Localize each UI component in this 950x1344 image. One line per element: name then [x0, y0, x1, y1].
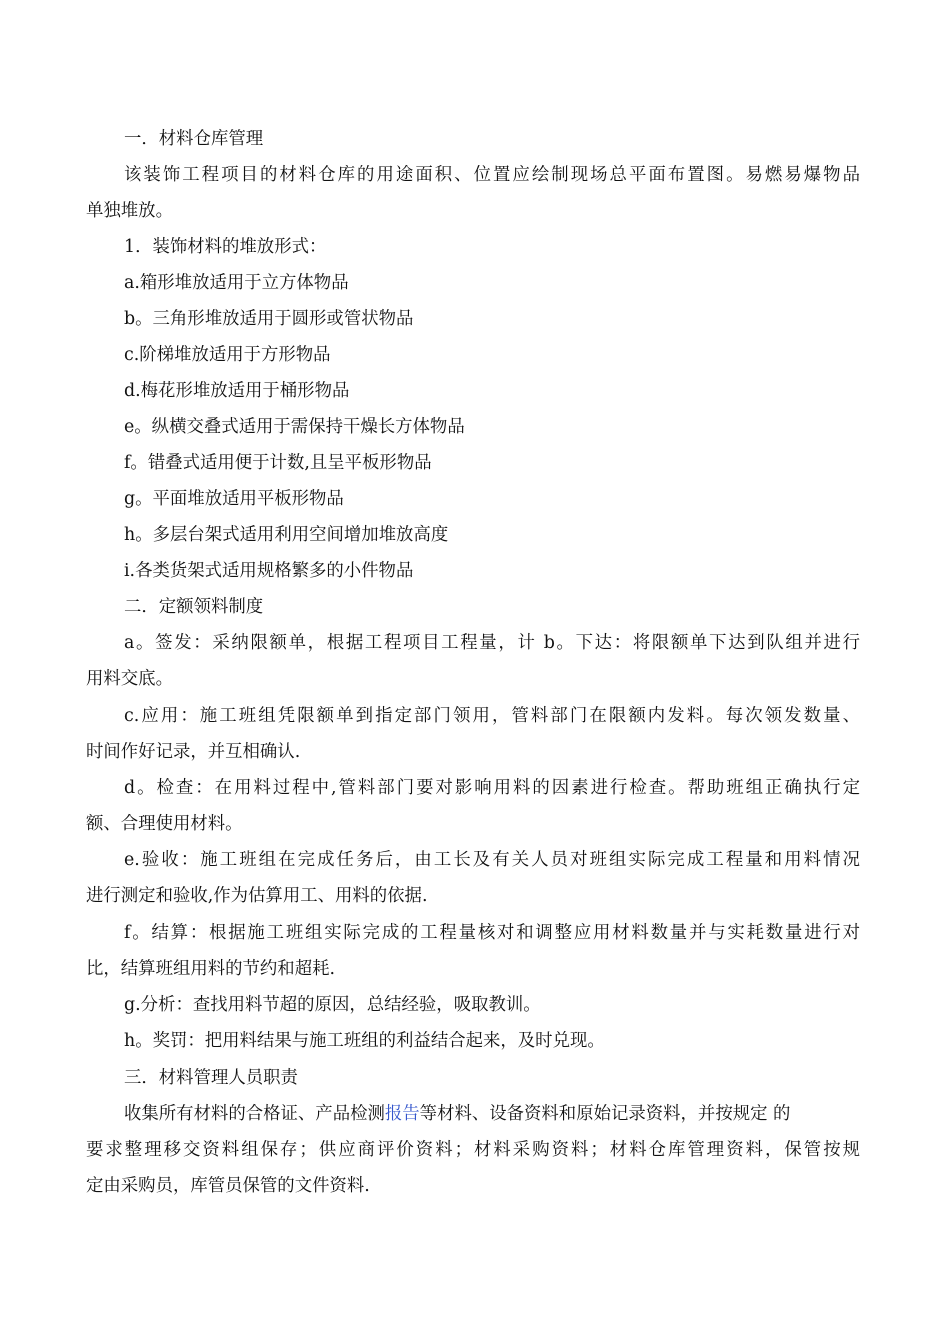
list-item: f。错叠式适用便于计数,且呈平板形物品: [124, 453, 432, 473]
s3-line-1-text-b: 等材料、设备资料和原始记录资料，并按规定 的: [419, 1104, 791, 1124]
list-item: i.各类货架式适用规格繁多的小件物品: [124, 561, 414, 581]
list-item: g。平面堆放适用平板形物品: [124, 489, 344, 509]
list-item: d.梅花形堆放适用于桶形物品: [124, 381, 350, 401]
s2-a-line-2: 用料交底。: [86, 669, 173, 689]
s2-e-line-2: 进行测定和验收,作为估算用工、用料的依据.: [86, 886, 428, 906]
s1-subheading: 1．装饰材料的堆放形式：: [124, 237, 327, 257]
list-item: h。多层台架式适用利用空间增加堆放高度: [124, 525, 449, 545]
s2-d-line-2: 额、合理使用材料。: [86, 814, 243, 834]
section-2-heading: 二．定额领料制度: [124, 597, 264, 617]
list-item: e。纵横交叠式适用于需保持干燥长方体物品: [124, 417, 465, 437]
list-item: b。三角形堆放适用于圆形或管状物品: [124, 309, 414, 329]
list-item: a.箱形堆放适用于立方体物品: [124, 273, 349, 293]
s2-g-line: g.分析：查找用料节超的原因，总结经验，吸取教训。: [124, 995, 541, 1015]
s3-line-3: 定由采购员，库管员保管的文件资料.: [86, 1176, 370, 1196]
section-1-heading: 一．材料仓库管理: [124, 129, 264, 149]
report-link[interactable]: 报告: [384, 1104, 420, 1124]
s1-paragraph-line-1: 该装饰工程项目的材料仓库的用途面积、位置应绘制现场总平面布置图。易燃易爆物品: [124, 165, 860, 185]
s2-c-line-1: c.应用：施工班组凭限额单到指定部门领用，管料部门在限额内发料。每次领发数量、: [124, 706, 860, 726]
list-item: c.阶梯堆放适用于方形物品: [124, 345, 331, 365]
s2-h-line: h。奖罚：把用料结果与施工班组的利益结合起来，及时兑现。: [124, 1031, 605, 1051]
s2-f-line-1: f。结算：根据施工班组实际完成的工程量核对和调整应用材料数量并与实耗数量进行对: [124, 923, 860, 943]
s3-line-1-text-a: 收集所有材料的合格证、产品检测: [124, 1104, 385, 1124]
s3-line-2: 要求整理移交资料组保存；供应商评价资料；材料采购资料；材料仓库管理资料，保管按规: [86, 1140, 860, 1160]
s2-a-line-1: a。签发：采纳限额单，根据工程项目工程量，计 b。下达：将限额单下达到队组并进行: [124, 633, 860, 653]
s2-f-line-2: 比，结算班组用料的节约和超耗.: [86, 959, 335, 979]
s2-d-line-1: d。检查：在用料过程中,管料部门要对影响用料的因素进行检查。帮助班组正确执行定: [124, 778, 860, 798]
section-3-heading: 三．材料管理人员职责: [124, 1068, 298, 1088]
s2-e-line-1: e.验收：施工班组在完成任务后，由工长及有关人员对班组实际完成工程量和用料情况: [124, 850, 860, 870]
s1-paragraph-line-2: 单独堆放。: [86, 201, 173, 221]
s2-c-line-2: 时间作好记录，并互相确认.: [86, 742, 301, 762]
s3-line-1: [124, 1102, 790, 1126]
